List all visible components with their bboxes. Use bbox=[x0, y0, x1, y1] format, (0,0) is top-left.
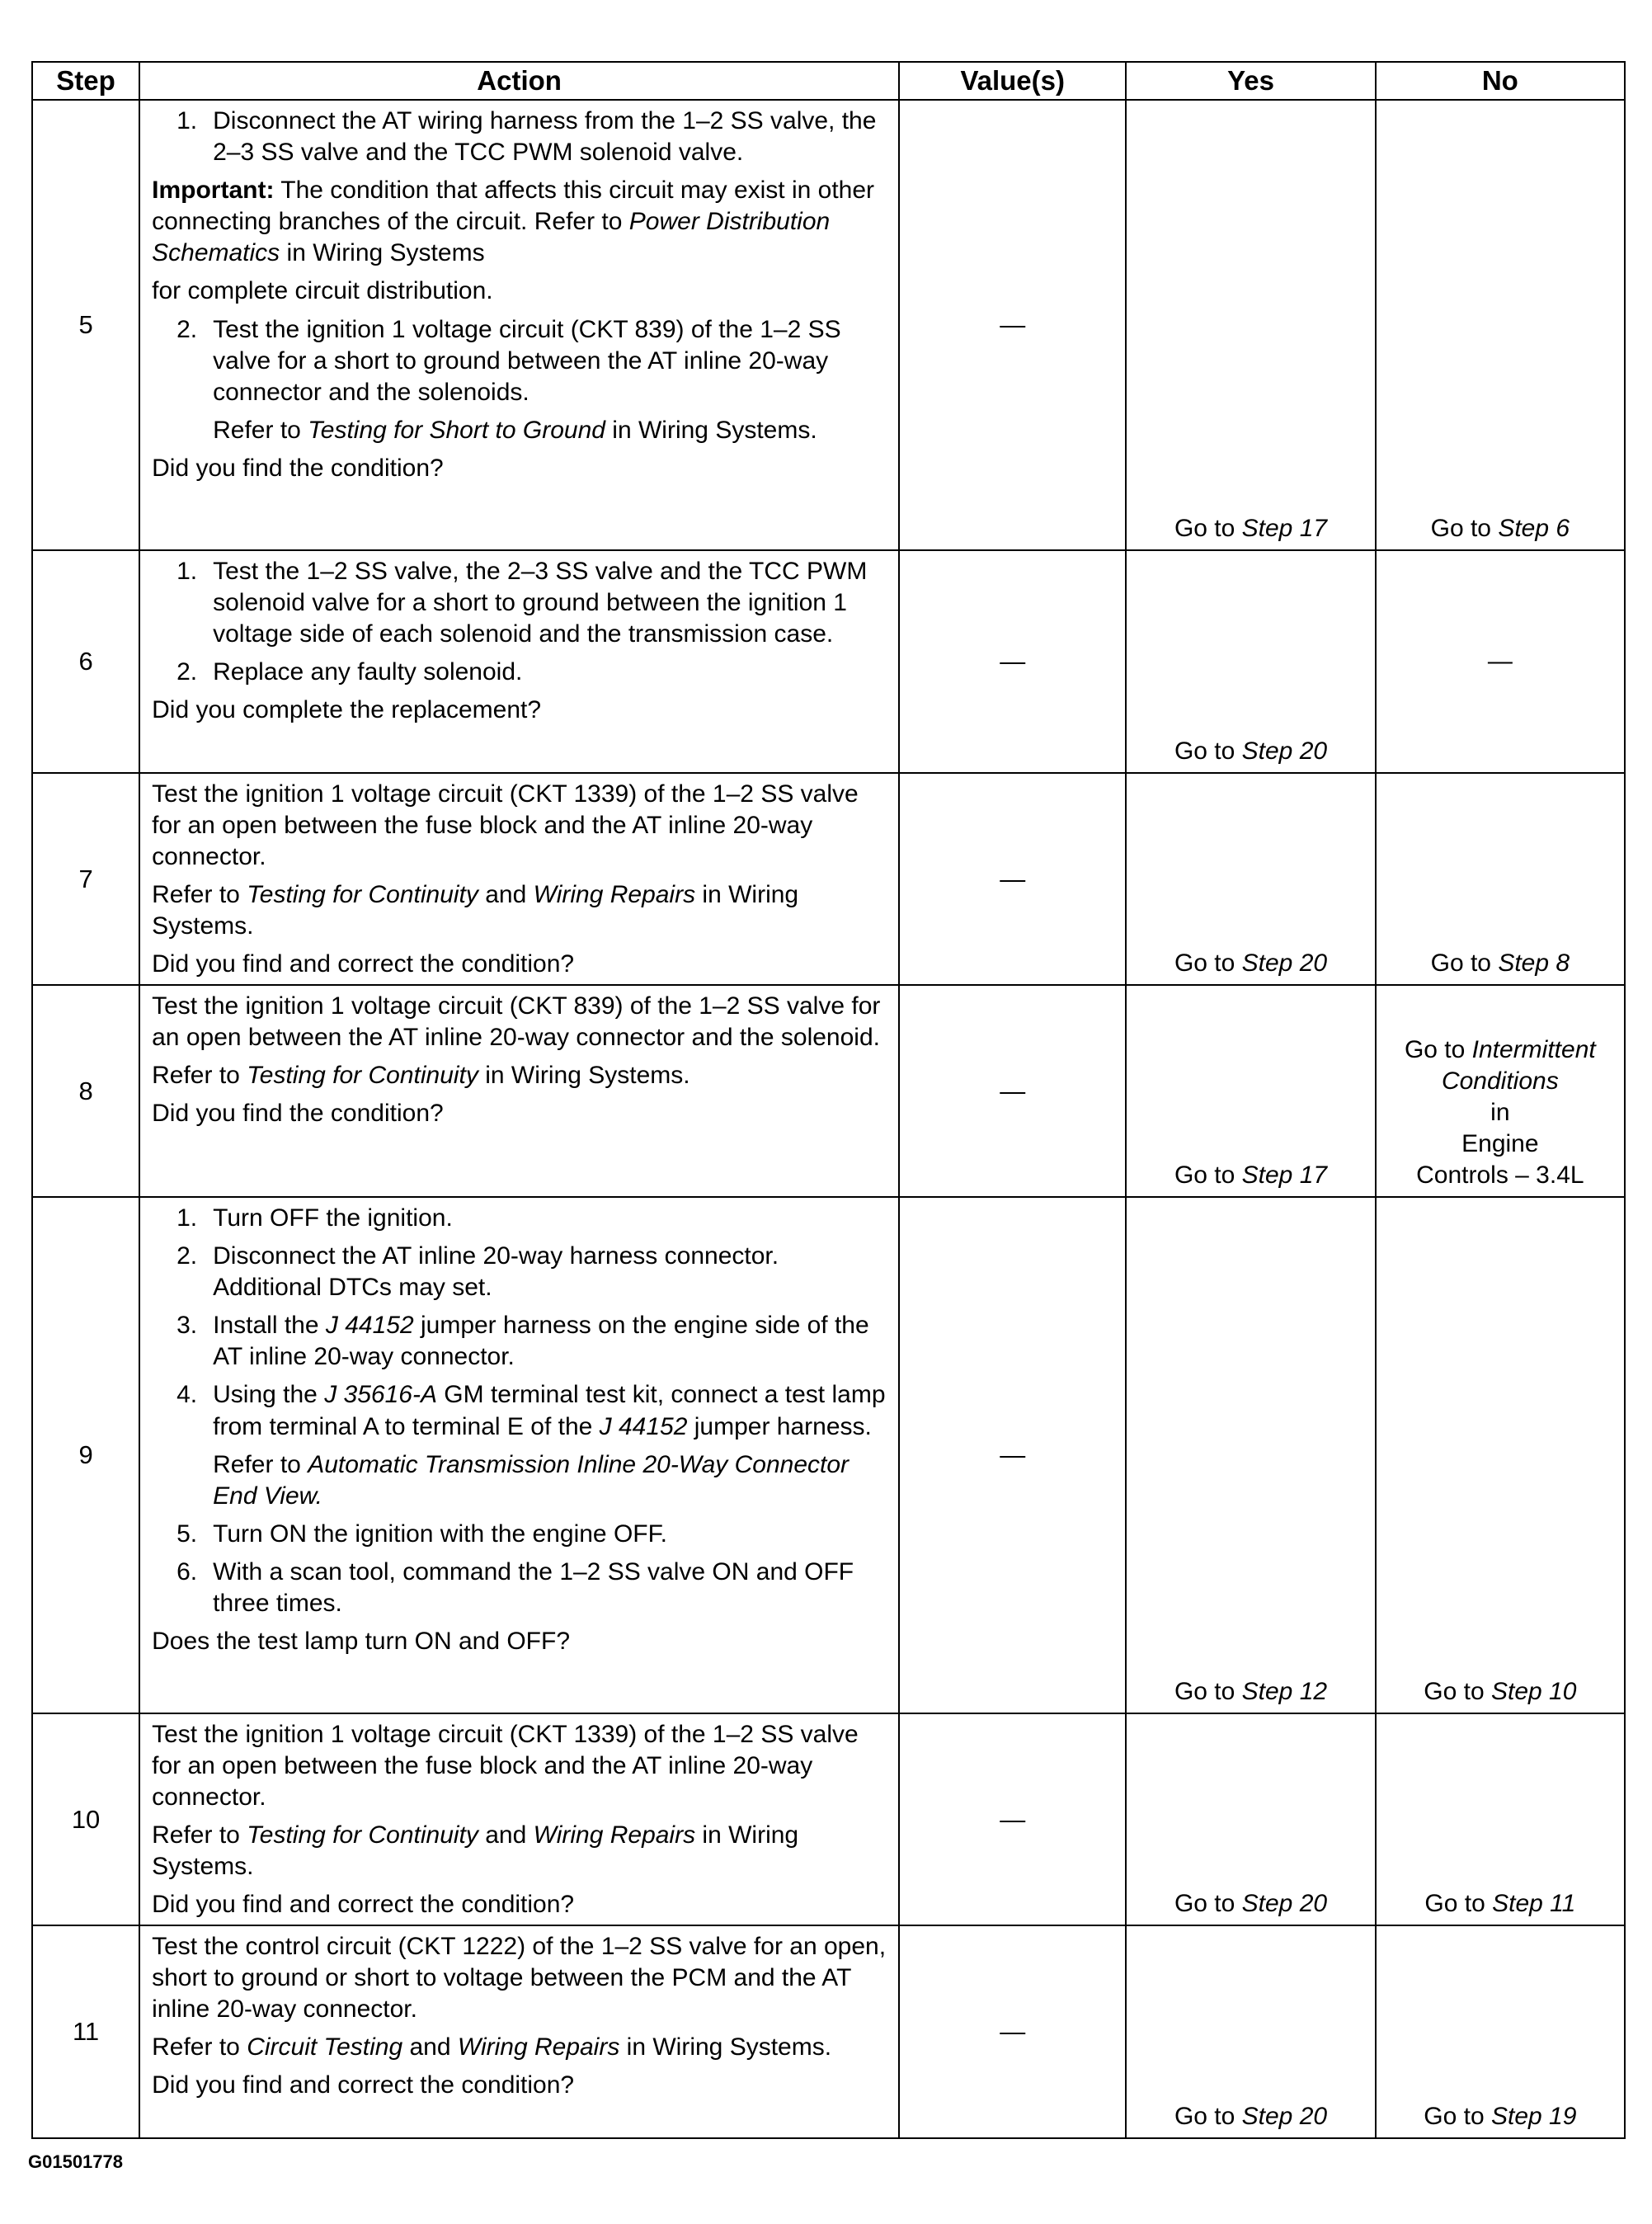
action-cell bbox=[139, 1713, 899, 1925]
header-action: Action bbox=[139, 62, 899, 100]
reference-text: Step 20 bbox=[1241, 2102, 1328, 2130]
step-index: 5. bbox=[176, 1520, 198, 1548]
step-number: 10 bbox=[32, 1713, 139, 1925]
question-text bbox=[152, 1626, 888, 1657]
action-cell bbox=[139, 985, 899, 1197]
step-index: 1. bbox=[176, 558, 198, 585]
header-step: Step bbox=[32, 62, 139, 100]
text-run: Test the 1–2 SS valve, the 2–3 SS valve and the TCC PWM solenoid valve for a short to ground between the ignition 1 voltage side of each solenoid and the transmission case. bbox=[213, 558, 868, 648]
reference-text: J 35616-A bbox=[324, 1381, 437, 1409]
reference-note bbox=[152, 415, 888, 446]
text-run: Go to bbox=[1424, 1889, 1493, 1917]
text-run: Go to bbox=[1430, 949, 1499, 977]
numbered-step bbox=[152, 1519, 888, 1550]
value-cell: — bbox=[899, 985, 1126, 1197]
no-result-line bbox=[1377, 1097, 1624, 1128]
text-run: Go to bbox=[1174, 2102, 1242, 2130]
text-run: Go to bbox=[1424, 1677, 1491, 1705]
text-run: Engine bbox=[1461, 1129, 1539, 1157]
reference-text: Conditions bbox=[1441, 1067, 1559, 1095]
reference-text: Step 19 bbox=[1490, 2102, 1577, 2130]
no-result-line bbox=[1377, 1128, 1624, 1160]
text-run: Disconnect the AT inline 20-way harness connector. Additional DTCs may set. bbox=[213, 1242, 779, 1302]
step-index: 1. bbox=[176, 1204, 198, 1232]
text-run: Go to bbox=[1430, 514, 1499, 542]
text-run: Test the control circuit (CKT 1222) of the 1–2 SS valve for an open, short to ground or short to voltage between the PCM and the AT inline 20-way connector. bbox=[152, 1933, 887, 2024]
yes-result bbox=[1127, 1160, 1374, 1191]
step-text bbox=[213, 657, 888, 688]
question-text bbox=[152, 1098, 888, 1129]
reference-text: Automatic Transmission Inline 20-Way Connector End View. bbox=[213, 1450, 850, 1510]
text-run: in bbox=[1490, 1098, 1510, 1126]
reference-text: Testing for Continuity bbox=[247, 881, 478, 909]
numbered-step bbox=[152, 556, 888, 650]
yes-cell bbox=[1126, 1713, 1375, 1925]
text-run: Did you find and correct the condition? bbox=[152, 950, 575, 978]
yes-cell bbox=[1126, 100, 1375, 550]
text-run: Go to bbox=[1174, 514, 1242, 542]
table-body bbox=[32, 100, 1625, 2138]
value-cell: — bbox=[899, 1197, 1126, 1713]
step-text bbox=[213, 1241, 888, 1303]
yes-result bbox=[1127, 948, 1374, 979]
table-row bbox=[32, 1197, 1625, 1713]
no-result bbox=[1377, 1676, 1624, 1708]
text-run: jumper harness on the engine side of the AT inline 20-way connector. bbox=[213, 1312, 869, 1371]
text-run: and bbox=[478, 1821, 534, 1849]
text-run: in Wiring Systems bbox=[280, 239, 485, 267]
step-number: 9 bbox=[32, 1197, 139, 1713]
important-label: Important: bbox=[152, 177, 275, 205]
text-run: Refer to bbox=[213, 416, 308, 444]
step-text bbox=[213, 1519, 888, 1550]
step-number: 8 bbox=[32, 985, 139, 1197]
no-result-line bbox=[1377, 1066, 1624, 1097]
text-run: Test the ignition 1 voltage circuit (CKT 1339) of the 1–2 SS valve for an open between the fuse block and the AT inline 20-way connector. bbox=[152, 780, 859, 871]
no-result bbox=[1377, 2101, 1624, 2132]
no-result bbox=[1377, 948, 1624, 979]
yes-result bbox=[1127, 2101, 1374, 2132]
text-run: Did you find and correct the condition? bbox=[152, 2071, 575, 2099]
value-cell: — bbox=[899, 1925, 1126, 2138]
text-run: Refer to bbox=[152, 2033, 247, 2061]
text-run: Turn ON the ignition with the engine OFF. bbox=[213, 1520, 667, 1548]
no-cell bbox=[1376, 985, 1625, 1197]
text-run: and bbox=[402, 2033, 458, 2061]
action-cell bbox=[139, 1925, 899, 2138]
text-run: Did you find the condition? bbox=[152, 1100, 444, 1128]
question-text bbox=[152, 949, 888, 980]
numbered-step bbox=[152, 314, 888, 408]
reference-text: Testing for Continuity bbox=[247, 1062, 478, 1090]
no-cell bbox=[1376, 1713, 1625, 1925]
step-index: 4. bbox=[176, 1381, 198, 1409]
reference-text: Step 12 bbox=[1241, 1677, 1328, 1705]
reference-text: Step 20 bbox=[1241, 737, 1328, 765]
yes-cell bbox=[1126, 550, 1375, 773]
step-index: 3. bbox=[176, 1312, 198, 1340]
text-run: Install the bbox=[213, 1312, 326, 1340]
table-row bbox=[32, 985, 1625, 1197]
value-cell: — bbox=[899, 773, 1126, 985]
value-cell: — bbox=[899, 550, 1126, 773]
paragraph bbox=[152, 1719, 888, 1813]
text-run: Did you complete the replacement? bbox=[152, 696, 542, 724]
text-run: Refer to bbox=[152, 1062, 247, 1090]
no-cell bbox=[1376, 550, 1625, 773]
paragraph bbox=[152, 2032, 888, 2063]
step-number: 7 bbox=[32, 773, 139, 985]
text-run: Go to bbox=[1424, 2102, 1491, 2130]
no-cell bbox=[1376, 100, 1625, 550]
text-run: Did you find the condition? bbox=[152, 454, 444, 482]
text-run: in Wiring Systems. bbox=[152, 881, 799, 940]
text-run: Turn OFF the ignition. bbox=[213, 1204, 453, 1232]
question-text bbox=[152, 453, 888, 484]
step-text bbox=[213, 1379, 888, 1442]
yes-result bbox=[1127, 1676, 1374, 1708]
step-text bbox=[213, 1203, 888, 1234]
figure-code: G01501778 bbox=[28, 2151, 123, 2172]
text-run: Go to bbox=[1174, 949, 1242, 977]
step-text bbox=[213, 314, 888, 408]
text-run: for complete circuit distribution. bbox=[152, 277, 493, 305]
table-row bbox=[32, 773, 1625, 985]
text-run: GM terminal test kit, connect a test lamp from terminal A to terminal E of the bbox=[213, 1381, 886, 1440]
numbered-step bbox=[152, 1379, 888, 1442]
table-row bbox=[32, 550, 1625, 773]
paragraph bbox=[152, 779, 888, 873]
paragraph bbox=[152, 991, 888, 1053]
step-text bbox=[213, 556, 888, 650]
step-number: 5 bbox=[32, 100, 139, 550]
yes-result bbox=[1127, 513, 1374, 544]
no-result bbox=[1377, 513, 1624, 544]
text-run: in Wiring Systems. bbox=[478, 1062, 690, 1090]
reference-text: Wiring Repairs bbox=[533, 1821, 696, 1849]
text-run: Refer to bbox=[213, 1450, 308, 1478]
diagnostic-table bbox=[31, 61, 1626, 2139]
yes-cell bbox=[1126, 773, 1375, 985]
no-cell bbox=[1376, 1197, 1625, 1713]
text-run: Controls – 3.4L bbox=[1416, 1161, 1584, 1189]
no-result-line bbox=[1377, 1034, 1624, 1066]
question-text bbox=[152, 695, 888, 726]
yes-result bbox=[1127, 736, 1374, 767]
paragraph bbox=[152, 1931, 888, 2025]
text-run: Go to bbox=[1174, 1889, 1242, 1917]
reference-text: Circuit Testing bbox=[247, 2033, 403, 2061]
no-result bbox=[1377, 1034, 1624, 1191]
text-run: Go to bbox=[1404, 1035, 1472, 1063]
step-index: 2. bbox=[176, 1242, 198, 1270]
reference-text: Testing for Short to Ground bbox=[308, 416, 605, 444]
paragraph bbox=[152, 879, 888, 942]
text-run: Test the ignition 1 voltage circuit (CKT 839) of the 1–2 SS valve for a short to ground between the AT inline 20-way connector and the solenoids. bbox=[213, 315, 841, 406]
yes-cell bbox=[1126, 985, 1375, 1197]
step-index: 2. bbox=[176, 658, 198, 686]
reference-text: Step 17 bbox=[1241, 1161, 1328, 1189]
paragraph bbox=[152, 1820, 888, 1882]
text-run: Did you find and correct the condition? bbox=[152, 1891, 575, 1919]
no-cell bbox=[1376, 773, 1625, 985]
text-run: Go to bbox=[1174, 737, 1242, 765]
text-run: in Wiring Systems. bbox=[619, 2033, 832, 2061]
reference-text: Step 17 bbox=[1241, 514, 1328, 542]
numbered-step bbox=[152, 657, 888, 688]
header-no: No bbox=[1376, 62, 1625, 100]
reference-text: J 44152 bbox=[325, 1312, 414, 1340]
action-cell bbox=[139, 100, 899, 550]
text-run: in Wiring Systems. bbox=[605, 416, 817, 444]
step-index: 1. bbox=[176, 107, 198, 134]
paragraph bbox=[152, 1060, 888, 1091]
step-number: 6 bbox=[32, 550, 139, 773]
numbered-step bbox=[152, 1241, 888, 1303]
text-run: Go to bbox=[1174, 1677, 1242, 1705]
text-run: Replace any faulty solenoid. bbox=[213, 658, 523, 686]
action-cell bbox=[139, 550, 899, 773]
action-cell bbox=[139, 1197, 899, 1713]
step-text bbox=[213, 106, 888, 168]
step-index: 2. bbox=[176, 315, 198, 343]
header-row bbox=[32, 62, 1625, 100]
reference-text: Step 10 bbox=[1490, 1677, 1577, 1705]
text-run: Disconnect the AT wiring harness from the 1–2 SS valve, the 2–3 SS valve and the TCC PWM solenoid valve. bbox=[213, 107, 877, 167]
yes-cell bbox=[1126, 1925, 1375, 2138]
value-cell: — bbox=[899, 100, 1126, 550]
reference-text: Step 11 bbox=[1492, 1889, 1576, 1917]
reference-note bbox=[152, 1449, 888, 1512]
reference-text: Intermittent bbox=[1471, 1035, 1596, 1063]
step-index: 6. bbox=[176, 1557, 198, 1586]
action-cell bbox=[139, 773, 899, 985]
no-result-line bbox=[1377, 1160, 1624, 1191]
numbered-step bbox=[152, 106, 888, 168]
question-text bbox=[152, 1889, 888, 1920]
step-text bbox=[213, 1310, 888, 1373]
text-run: Test the ignition 1 voltage circuit (CKT 1339) of the 1–2 SS valve for an open between the fuse block and the AT inline 20-way connector. bbox=[152, 1721, 859, 1812]
reference-text: Wiring Repairs bbox=[533, 881, 696, 909]
question-text bbox=[152, 2070, 888, 2101]
reference-text: Testing for Continuity bbox=[247, 1821, 478, 1849]
reference-text: J 44152 bbox=[599, 1412, 688, 1440]
reference-text: Power Distribution Schematics bbox=[152, 208, 831, 267]
no-cell bbox=[1376, 1925, 1625, 2138]
text-run: Go to bbox=[1174, 1161, 1242, 1189]
reference-text: Step 20 bbox=[1241, 949, 1328, 977]
text-run: in Wiring Systems. bbox=[152, 1821, 799, 1881]
step-text bbox=[213, 1557, 888, 1619]
paragraph bbox=[152, 276, 888, 307]
text-run: Refer to bbox=[152, 881, 247, 909]
numbered-step bbox=[152, 1557, 888, 1619]
table-row bbox=[32, 1925, 1625, 2138]
text-run: Refer to bbox=[152, 1821, 247, 1849]
table-row bbox=[32, 100, 1625, 550]
text-run: Does the test lamp turn ON and OFF? bbox=[152, 1628, 571, 1656]
reference-text: Step 6 bbox=[1498, 514, 1570, 542]
step-number: 11 bbox=[32, 1925, 139, 2138]
reference-text: Step 8 bbox=[1498, 949, 1570, 977]
header-values: Value(s) bbox=[899, 62, 1126, 100]
yes-result bbox=[1127, 1888, 1374, 1920]
reference-text: Wiring Repairs bbox=[457, 2033, 620, 2061]
header-yes: Yes bbox=[1126, 62, 1375, 100]
table-row bbox=[32, 1713, 1625, 1925]
no-result bbox=[1377, 1888, 1624, 1920]
text-run: Using the bbox=[213, 1381, 325, 1409]
no-result: — bbox=[1487, 647, 1513, 675]
paragraph bbox=[152, 175, 888, 269]
numbered-step bbox=[152, 1203, 888, 1234]
numbered-step bbox=[152, 1310, 888, 1373]
text-run: With a scan tool, command the 1–2 SS valve ON and OFF three times. bbox=[213, 1557, 854, 1618]
reference-text: Step 20 bbox=[1241, 1889, 1328, 1917]
text-run: and bbox=[478, 881, 534, 909]
text-run: jumper harness. bbox=[687, 1412, 872, 1440]
value-cell: — bbox=[899, 1713, 1126, 1925]
text-run: The condition that affects this circuit may exist in other connecting branches of the circuit. Refer to bbox=[152, 177, 875, 236]
text-run: Test the ignition 1 voltage circuit (CKT 839) of the 1–2 SS valve for an open between the AT inline 20-way connector and the solenoid. bbox=[152, 992, 881, 1052]
yes-cell bbox=[1126, 1197, 1375, 1713]
